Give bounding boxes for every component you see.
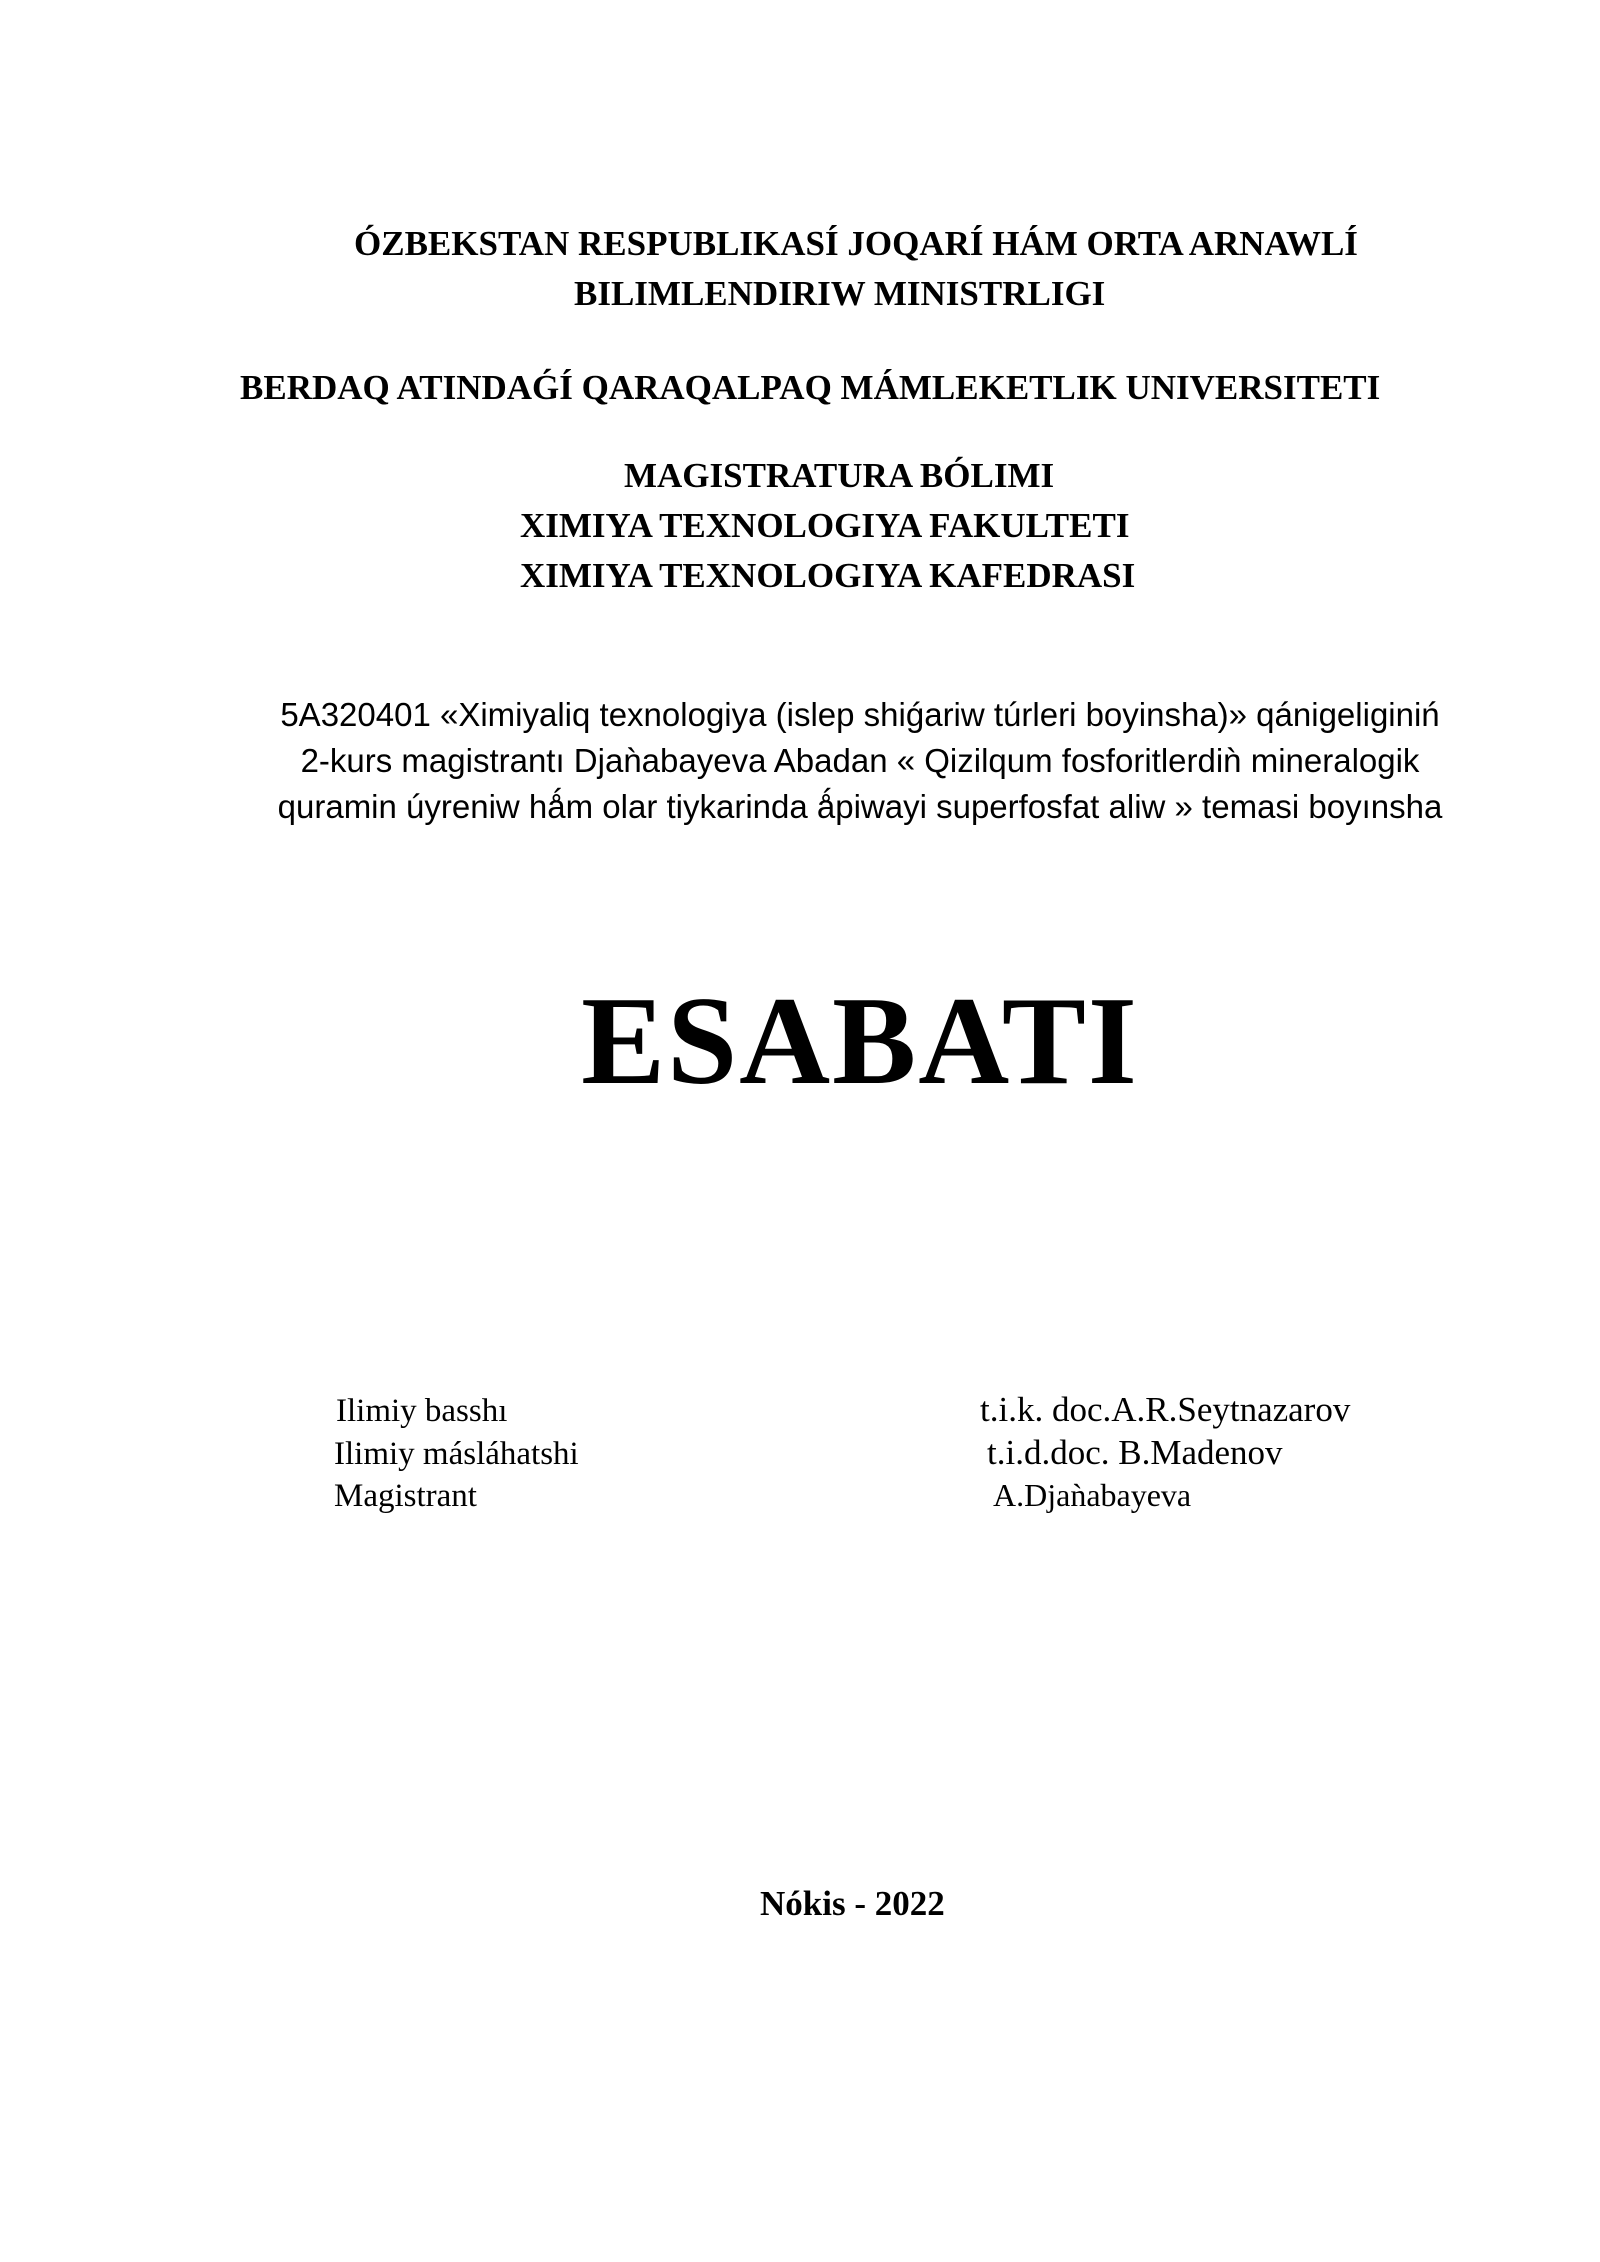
- report-title: ESABATI: [581, 972, 1139, 1111]
- supervisor-label: Ilimiy basshı: [336, 1393, 508, 1429]
- chair-name: XIMIYA TEXNOLOGIYA KAFEDRASI: [520, 556, 1136, 595]
- student-name: A.Djaǹabayeva: [993, 1477, 1192, 1513]
- advisor-name: t.i.d.doc. B.Madenov: [987, 1433, 1283, 1472]
- ministry-title-line1: ÓZBEKSTAN RESPUBLIKASÍ JOQARÍ HÁM ORTA ARNAWLÍ: [354, 224, 1358, 263]
- advisor-label: Ilimiy másláhatshi: [334, 1436, 579, 1472]
- topic-line-1: 5A320401 «Ximiyaliq texnologiya (islep shiǵariw túrleri boyinsha)» qánigeliginiń: [280, 696, 1440, 733]
- department-section: MAGISTRATURA BÓLIMI: [624, 456, 1055, 495]
- ministry-title-line2: BILIMLENDIRIW MINISTRLIGI: [574, 274, 1106, 313]
- topic-line-3: quramin úyreniw hǻm olar tiykarinda ǻpiwayi superfosfat aliw » temasi boyınsha: [277, 788, 1443, 825]
- place-and-year: Nókis - 2022: [760, 1884, 945, 1923]
- topic-line-2: 2-kurs magistrantı Djaǹabayeva Abadan « Qizilqum fosforitlerdiǹ mineralogik: [300, 742, 1420, 779]
- supervisor-name: t.i.k. doc.A.R.Seytnazarov: [980, 1390, 1351, 1429]
- university-name: BERDAQ ATINDAǴÍ QARAQALPAQ MÁMLEKETLIK UNIVERSITETI: [240, 368, 1381, 407]
- student-label: Magistrant: [334, 1478, 477, 1514]
- thesis-topic: [200, 692, 1520, 830]
- faculty-name: XIMIYA TEXNOLOGIYA FAKULTETI: [520, 506, 1130, 545]
